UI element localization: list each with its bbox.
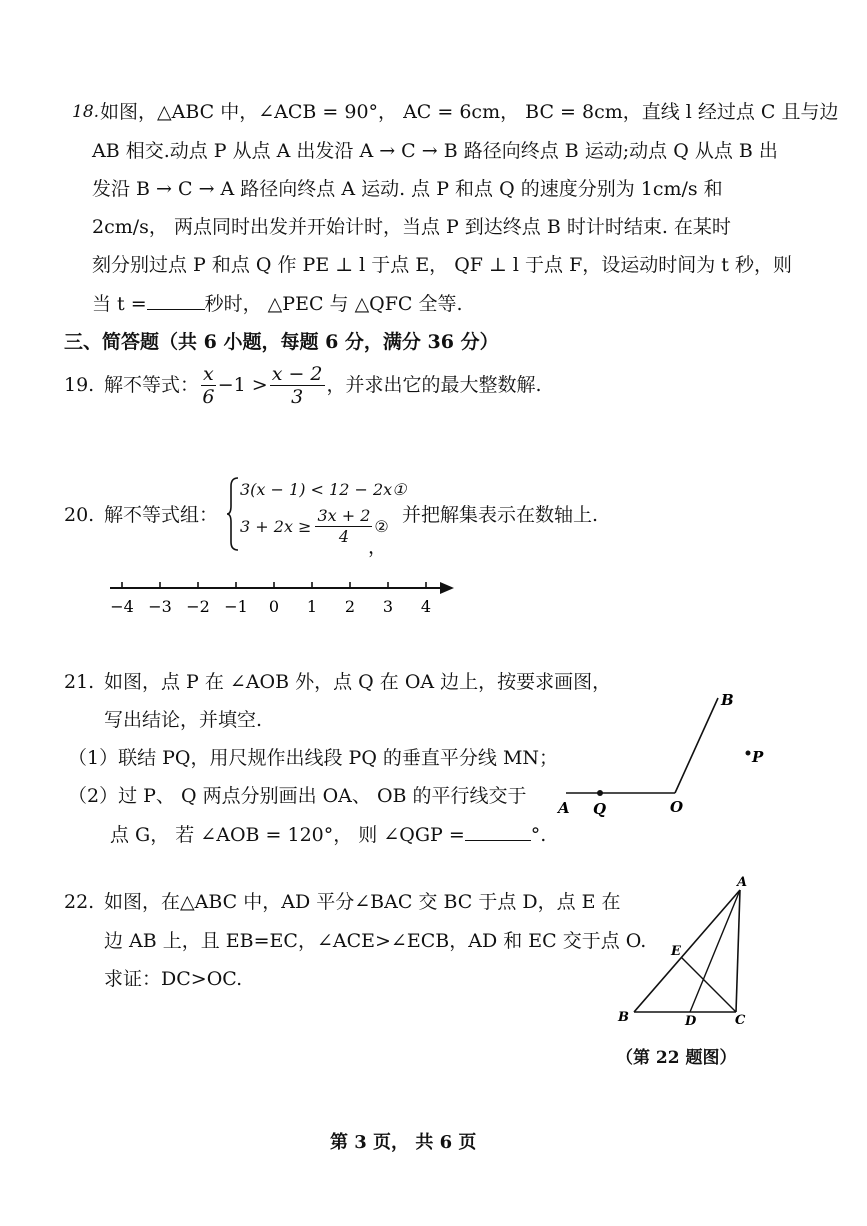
q21-line-5-suffix: °. xyxy=(530,824,547,846)
side-ac xyxy=(736,890,740,1012)
q20-suffix: 并把解集表示在数轴上. xyxy=(402,504,599,526)
number-line-label: −4 xyxy=(110,597,134,616)
q18-line-6 xyxy=(92,291,463,316)
label-q: Q xyxy=(593,800,607,818)
q21-line-2: 写出结论，并填空. xyxy=(104,709,263,731)
q22-line-1: 如图，在△ABC 中，AD 平分∠BAC 交 BC 于点 D，点 E 在 xyxy=(104,891,621,913)
point-p-dot xyxy=(746,751,751,756)
q20-ineq2-denominator: 4 xyxy=(338,527,350,546)
q19-middle: −1 > xyxy=(217,374,268,396)
q22-line-2: 边 AB 上，且 EB=EC，∠ACE>∠ECB，AD 和 EC 交于点 O. xyxy=(104,930,647,952)
label-b: B xyxy=(721,691,734,709)
number-line-label: −2 xyxy=(186,597,210,616)
q18-answer-blank[interactable] xyxy=(147,291,205,310)
q22-figure-caption: （第 22 题图） xyxy=(616,1048,737,1068)
q20-prefix: 解不等式组： xyxy=(104,504,219,526)
q19-number: 19. xyxy=(64,374,95,396)
q20-ineq2-tag: ② xyxy=(374,517,389,536)
q20-number: 20. xyxy=(64,504,95,526)
q18-line-3: 发沿 B → C → A 路径向终点 A 运动. 点 P 和点 Q 的速度分别为 1cm/s 和 xyxy=(92,178,723,200)
section-3-header: 三、简答题（共 6 小题，每题 6 分，满分 36 分） xyxy=(64,331,499,353)
point-q-dot xyxy=(597,790,603,796)
label-a: A xyxy=(558,799,570,817)
q20-inequality-2 xyxy=(240,506,389,547)
q20-comma: ， xyxy=(368,536,388,558)
q19-text xyxy=(104,360,542,410)
number-line-label: 2 xyxy=(344,597,356,616)
label-c: C xyxy=(735,1013,746,1028)
number-line[interactable] xyxy=(100,575,460,625)
number-line-label: 4 xyxy=(420,597,432,616)
number-line-label: 1 xyxy=(306,597,318,616)
q21-line-5 xyxy=(110,822,546,847)
page-footer: 第 3 页， 共 6 页 xyxy=(330,1132,477,1153)
number-line-label: −3 xyxy=(148,597,172,616)
q18-line-1: 如图，△ABC 中，∠ACB = 90°， AC = 6cm， BC = 8cm，直线 l 经过点 C 且与边 xyxy=(100,101,839,123)
number-line-label: 0 xyxy=(268,597,280,616)
q21-number: 21. xyxy=(64,671,95,693)
q18-line-4: 2cm/s， 两点同时出发并开始计时，当点 P 到达终点 B 时计时结束. 在某时 xyxy=(92,216,731,238)
q22-line-3: 求证：DC>OC. xyxy=(104,968,243,990)
q18-line-5: 刻分别过点 P 和点 Q 作 PE ⊥ l 于点 E， QF ⊥ l 于点 F，设运动时间为 t 秒，则 xyxy=(92,254,792,276)
q20-ineq2-fraction xyxy=(315,506,372,547)
label-e: E xyxy=(671,944,681,959)
q20-brace xyxy=(226,476,240,552)
label-o: O xyxy=(670,798,684,816)
q20-inequality-1: 3(x − 1) < 12 − 2x① xyxy=(240,480,407,499)
q19-frac2-denominator: 3 xyxy=(291,385,304,408)
q18-line-6-suffix: 秒时， △PEC 与 △QFC 全等. xyxy=(204,293,463,315)
q20-ineq2-left: 3 + 2x ≥ xyxy=(240,517,312,536)
q18-line-2: AB 相交.动点 P 从点 A 出发沿 A → C → B 路径向终点 B 运动;动点 Q 从点 B 出 xyxy=(92,140,778,162)
q21-line-1: 如图，点 P 在 ∠AOB 外，点 Q 在 OA 边上，按要求画图， xyxy=(104,671,612,693)
label-a: A xyxy=(737,875,748,890)
q19-prefix: 解不等式： xyxy=(104,374,200,396)
q19-frac2-numerator: x − 2 xyxy=(271,362,323,385)
q20-ineq2-numerator: 3x + 2 xyxy=(317,506,371,525)
q18-number: 18. xyxy=(72,102,100,122)
q22-number: 22. xyxy=(64,891,95,913)
q19-fraction-1 xyxy=(201,363,216,408)
q19-fraction-2 xyxy=(270,363,325,408)
q21-line-5-prefix: 点 G， 若 ∠AOB = 120°， 则 ∠QGP = xyxy=(110,824,465,846)
label-p: P xyxy=(752,748,764,766)
q21-line-3: （1）联结 PQ，用尺规作出线段 PQ 的垂直平分线 MN； xyxy=(68,747,559,769)
ray-ob xyxy=(675,698,718,793)
q19-suffix: ，并求出它的最大整数解. xyxy=(326,374,542,396)
q19-frac1-numerator: x xyxy=(203,362,214,385)
q19-frac1-denominator: 6 xyxy=(202,385,215,408)
number-line-label: −1 xyxy=(224,597,248,616)
q21-figure xyxy=(550,680,780,830)
label-d: D xyxy=(685,1014,697,1029)
q21-answer-blank[interactable] xyxy=(465,822,531,841)
label-b: B xyxy=(618,1010,629,1025)
number-line-arrow-icon xyxy=(440,582,454,594)
q22-figure xyxy=(610,870,770,1030)
q18-line-6-prefix: 当 t = xyxy=(92,293,147,315)
q21-line-4: （2）过 P、 Q 两点分别画出 OA、 OB 的平行线交于 xyxy=(68,785,527,807)
segment-ad xyxy=(690,890,740,1012)
side-ab xyxy=(634,890,740,1012)
number-line-label: 3 xyxy=(382,597,394,616)
